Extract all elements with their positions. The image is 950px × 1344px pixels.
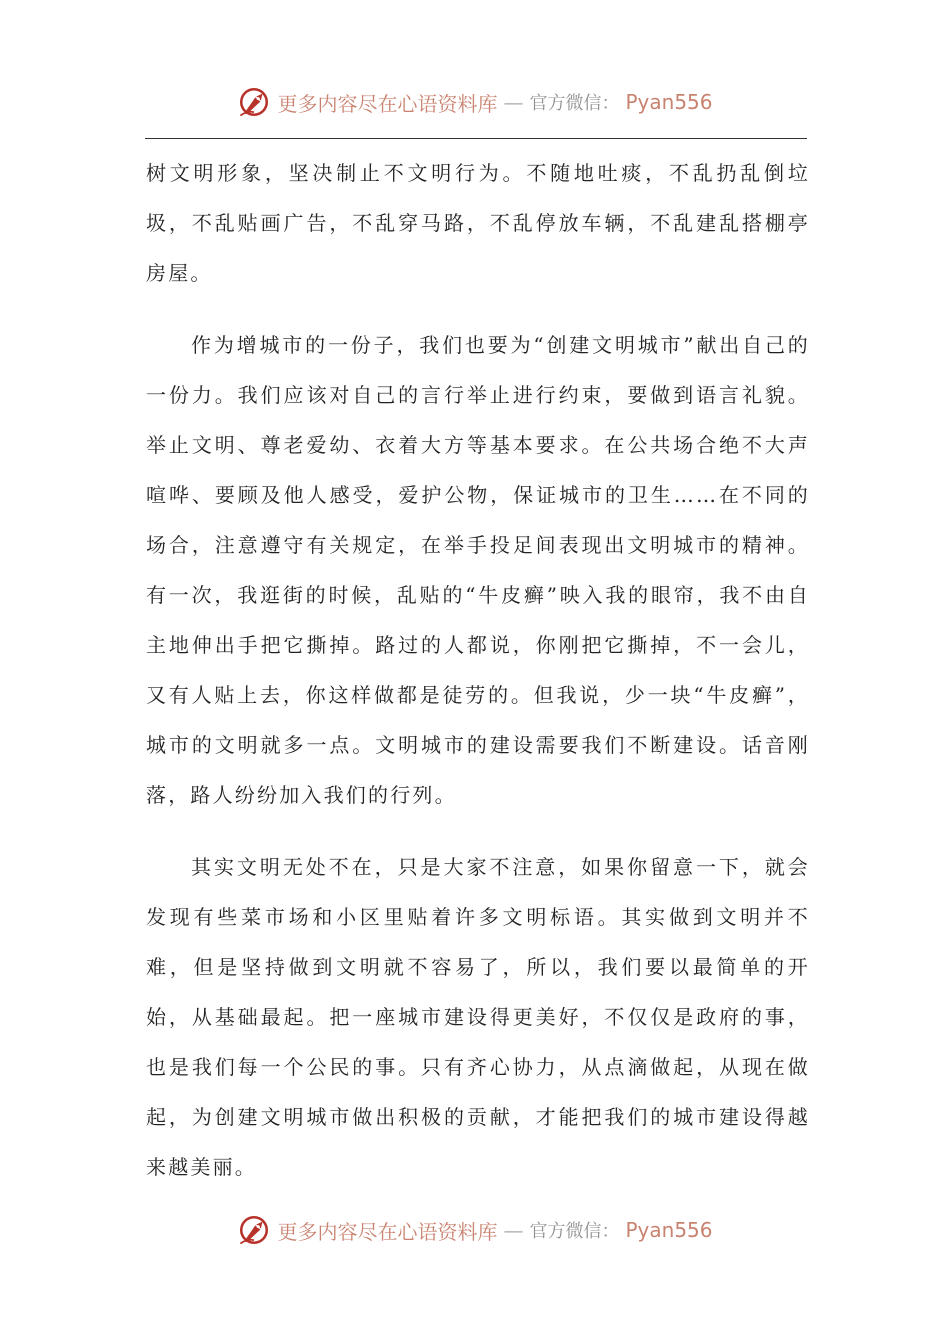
footer-wechat-label: 官方微信：: [529, 1221, 620, 1242]
header-separator: —: [503, 90, 524, 114]
paragraph-1: 树文明形象，坚决制止不文明行为。不随地吐痰，不乱扔乱倒垃圾，不乱贴画广告，不乱穿马路，不乱停放车辆，不乱建乱搭棚亭房屋。: [146, 161, 810, 285]
footer-banner: [0, 1210, 950, 1250]
header-wechat-id: Pyan556: [625, 90, 713, 114]
pen-nib-logo-icon: [237, 1213, 271, 1247]
footer-wechat-id: Pyan556: [625, 1218, 713, 1242]
header-banner: [0, 82, 950, 122]
header-divider: [145, 138, 807, 139]
document-body: [146, 148, 810, 1192]
footer-site-text: 更多内容尽在心语资料库: [277, 1219, 498, 1244]
pen-nib-logo-icon: [237, 85, 271, 119]
paragraph-3: 其实文明无处不在，只是大家不注意，如果你留意一下，就会发现有些菜市场和小区里贴着许多文明标语。其实做到文明并不难，但是坚持做到文明就不容易了，所以，我们要以最简单的开始，从基础最起。把一座城市建设得更美好，不仅仅是政府的事，也是我们每一个公民的事。只有齐心协力，从点滴做起，从现在做起，为创建文明城市做出积极的贡献，才能把我们的城市建设得越来越美丽。: [146, 855, 810, 1179]
footer-separator: —: [503, 1218, 524, 1242]
header-site-text: 更多内容尽在心语资料库: [277, 91, 498, 116]
paragraph-2: 作为增城市的一份子，我们也要为“创建文明城市”献出自己的一份力。我们应该对自己的言行举止进行约束，要做到语言礼貌。举止文明、尊老爱幼、衣着大方等基本要求。在公共场合绝不大声喧哗、要顾及他人感受，爱护公物，保证城市的卫生……在不同的场合，注意遵守有关规定，在举手投足间表现出文明城市的精神。有一次，我逛街的时候，乱贴的“牛皮癣”映入我的眼帘，我不由自主地伸出手把它撕掉。路过的人都说，你刚把它撕掉，不一会儿，又有人贴上去，你这样做都是徒劳的。但我说，少一块“牛皮癣”，城市的文明就多一点。文明城市的建设需要我们不断建设。话音刚落，路人纷纷加入我们的行列。: [146, 333, 810, 807]
header-wechat-label: 官方微信：: [529, 93, 620, 114]
